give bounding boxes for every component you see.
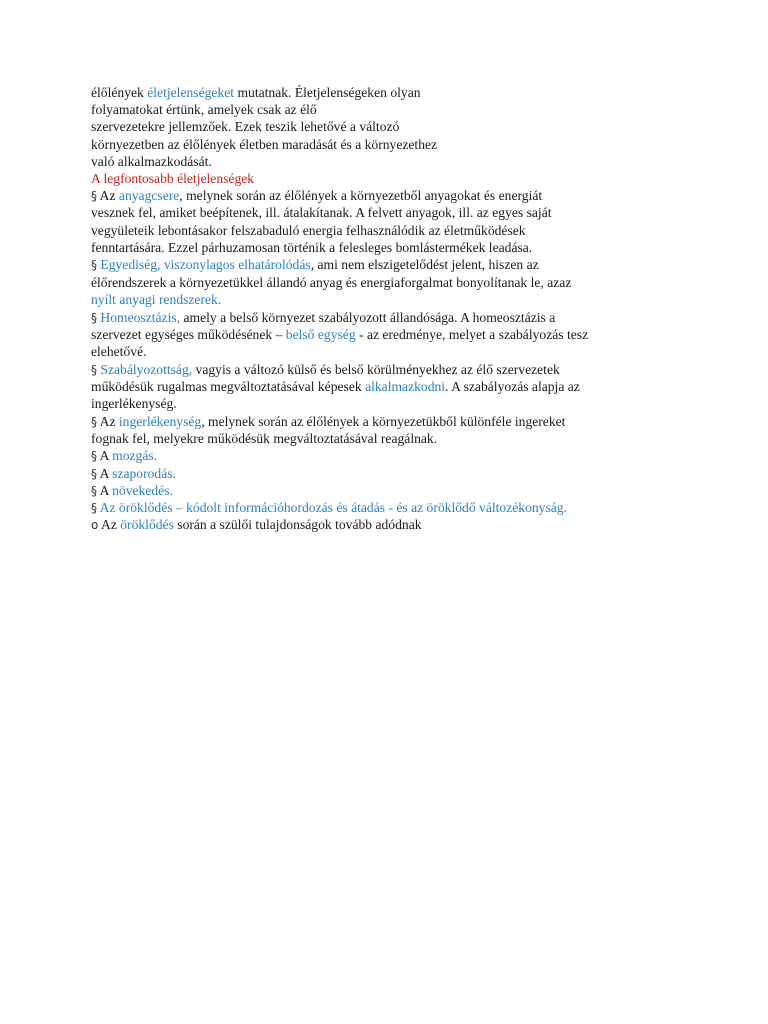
item-text: működésük rugalmas megváltoztatásával képesek — [91, 378, 366, 394]
item-text: A — [99, 448, 113, 464]
item-text: során a szülői tulajdonságok tovább adódnak — [173, 517, 422, 533]
document-body — [91, 84, 691, 533]
bullet-icon: § — [91, 310, 97, 325]
item-continuation: fenntartására. Ezzel párhuzamosan történik a felesleges bomlástermékek leadása. — [91, 239, 533, 255]
link-mozgas[interactable]: mozgás. — [112, 448, 158, 464]
bullet-icon: § — [91, 449, 97, 464]
bullet-icon: § — [91, 483, 97, 498]
item-text: Az — [101, 517, 121, 533]
list-item-mozgas — [91, 447, 691, 464]
list-item-szaporodas — [91, 465, 691, 482]
item-text: amely a belső környezet szabályozott állandósága. A homeosztázis a — [180, 309, 556, 325]
item-text: vagyis a változó külső és belső körülményekhez az élő szervezetek — [192, 361, 560, 377]
item-continuation: vesznek fel, amiket beépítenek, ill. átalakítanak. A felvett anyagok, ill. az egyes saját — [91, 205, 552, 221]
item-continuation — [91, 326, 691, 343]
item-text: A — [99, 482, 113, 498]
item-continuation — [91, 291, 691, 308]
item-continuation: vegyületeik lebontásakor felszabaduló energia felhasználódik az életműködések — [91, 222, 526, 238]
item-continuation: élőrendszerek a környezetükkel állandó anyag és energiaforgalmat bonyolítanak le, azaz — [91, 274, 572, 290]
item-text: , ami nem elszigetelődést jelent, hiszen az — [310, 257, 539, 273]
intro-line-2: folyamatokat értünk, amelyek csak az élő — [91, 102, 317, 118]
list-item-homeosztazis — [91, 309, 691, 326]
link-oroklodes-sub[interactable]: öröklődés — [120, 517, 174, 533]
intro-line-1 — [91, 84, 691, 101]
item-text: A — [99, 465, 113, 481]
intro-line-5: való alkalmazkodását. — [91, 153, 212, 169]
bullet-icon: § — [91, 362, 97, 377]
sub-list-item-oroklodes — [91, 516, 691, 533]
intro-line-4: környezetben az élőlények életben maradását és a környezethez — [91, 136, 438, 152]
list-item-anyagcsere — [91, 187, 691, 204]
section-heading: A legfontosabb életjelenségek — [91, 170, 255, 186]
link-oroklodes[interactable]: Az öröklődés – kódolt információhordozás és átadás - és az öröklődő változékonyság. — [99, 499, 567, 515]
link-szabalyozottsag[interactable]: Szabályozottság, — [100, 361, 193, 377]
bullet-icon: § — [91, 466, 97, 481]
link-szaporodas[interactable]: szaporodás. — [112, 465, 176, 481]
item-text: Az — [99, 413, 119, 429]
link-eletjelensegeket[interactable]: életjelenségeket — [147, 85, 235, 100]
item-text: - az eredménye, melyet a szabályozás tesz — [355, 326, 589, 342]
item-text: , melynek során az élőlények a környezetből anyagokat és energiát — [179, 188, 543, 204]
item-continuation: ingerlékenység. — [91, 396, 177, 412]
item-text: . A szabályozás alapja az — [445, 378, 580, 394]
link-novekedes[interactable]: növekedés. — [112, 482, 173, 498]
item-text: szervezet egységes működésének – — [91, 326, 286, 342]
list-item-szabalyozottsag — [91, 361, 691, 378]
item-continuation — [91, 378, 691, 395]
bullet-icon: § — [91, 258, 97, 273]
item-text: , melynek során az élőlények a környezetükből különféle ingereket — [201, 413, 566, 429]
link-nyilt-anyagi-rendszerek[interactable]: nyílt anyagi rendszerek. — [91, 291, 222, 307]
link-homeosztazis[interactable]: Homeosztázis, — [100, 309, 181, 325]
item-continuation: elehetővé. — [91, 344, 147, 359]
list-item-ingerlekenyseg — [91, 413, 691, 430]
link-anyagcsere[interactable]: anyagcsere — [118, 188, 180, 204]
link-egyediseg[interactable]: Egyediség, viszonylagos elhatárolódás — [100, 257, 311, 273]
bullet-icon: § — [91, 189, 97, 204]
list-item-egyediseg — [91, 256, 691, 273]
item-text: Az — [99, 188, 119, 204]
list-item-novekedes — [91, 482, 691, 499]
link-alkalmazkodni[interactable]: alkalmazkodni — [365, 378, 446, 394]
item-continuation: fognak fel, melyekre működésük megváltoztatásával reagálnak. — [91, 431, 438, 447]
link-ingerlekenyseg[interactable]: ingerlékenység — [118, 413, 202, 429]
bullet-icon: § — [91, 500, 97, 515]
intro-line-3: szervezetekre jellemzőek. Ezek teszik lehetővé a változó — [91, 119, 400, 135]
intro-text: élőlények — [91, 85, 148, 100]
list-item-oroklodes — [91, 499, 691, 516]
bullet-icon: § — [91, 414, 97, 429]
link-belso-egyseg[interactable]: belső egység — [285, 326, 356, 342]
intro-text: mutatnak. Életjelenségeken olyan — [234, 85, 421, 100]
sub-bullet-icon: o — [91, 518, 99, 533]
